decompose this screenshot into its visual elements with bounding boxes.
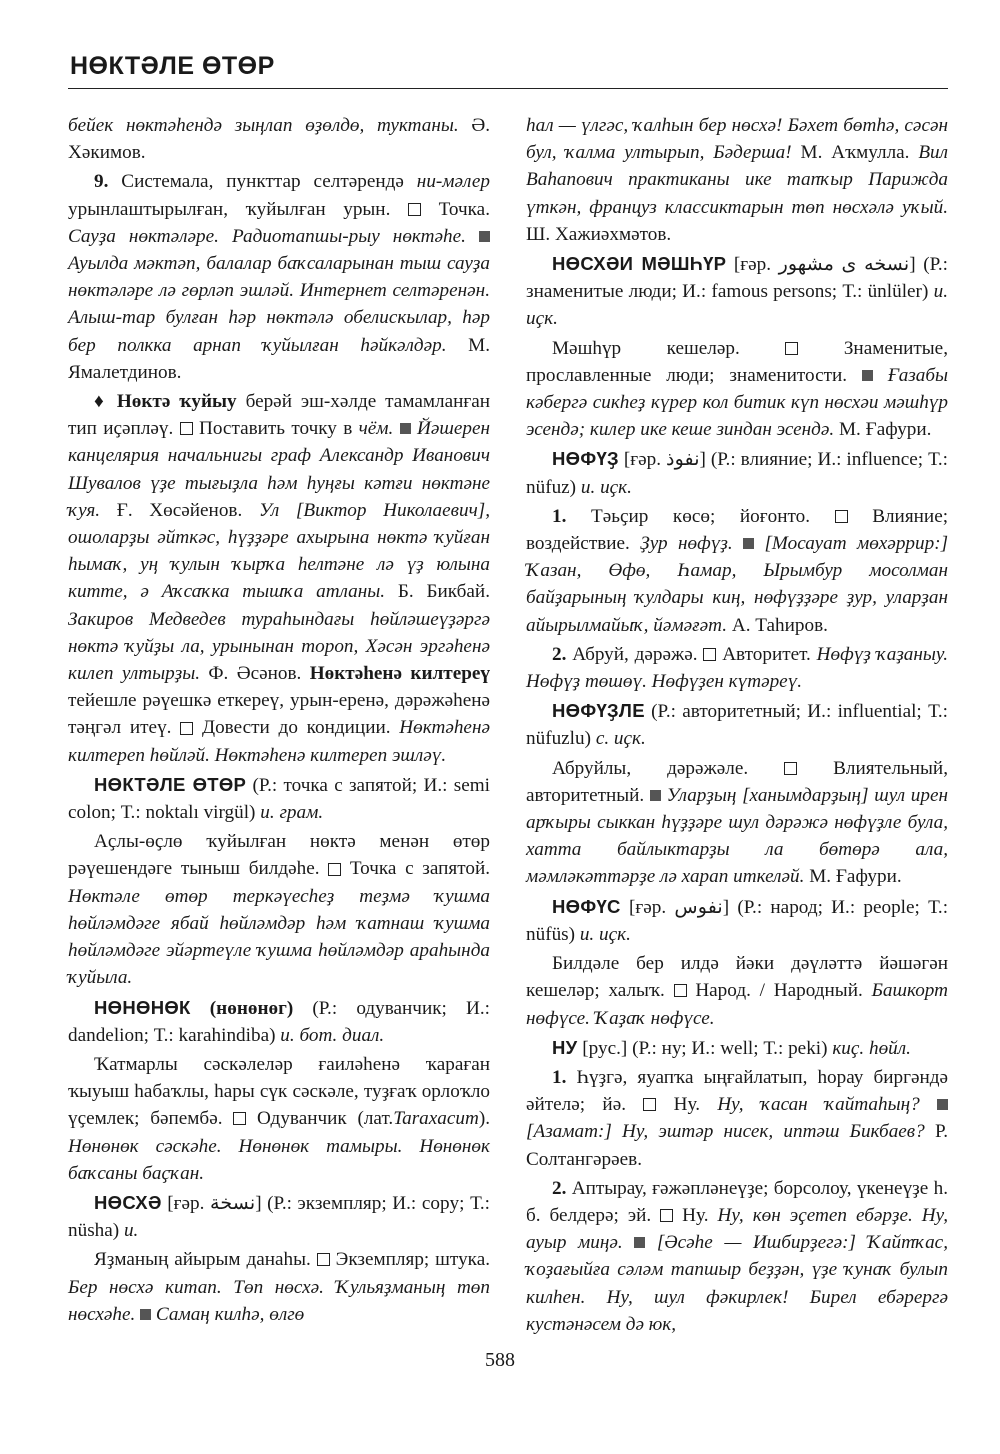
headword: НӨСХӘ: [94, 1191, 162, 1213]
example-text: [Азамат:] Ну, эштәр нисек, иптәш Бикбаев?: [526, 1121, 925, 1143]
square-icon: [703, 648, 716, 661]
square-icon: [180, 722, 193, 735]
definition: Яҙманың айырым данаһы.: [94, 1249, 311, 1271]
citation: Ф. Әсәнов.: [208, 663, 302, 685]
header-rule: [68, 88, 948, 89]
etymology: [ғәр.: [167, 1192, 205, 1214]
grammar-label: и. бот. диал.: [280, 1024, 385, 1046]
page-number: 588: [485, 1349, 515, 1371]
citation: М. Ғафури.: [809, 866, 902, 888]
definition: Мәшһүр кешеләр.: [552, 337, 740, 359]
russian-equivalent: Авторитет.: [722, 643, 811, 665]
entry-nofuz: [526, 445, 948, 500]
phrase-block: [68, 388, 490, 769]
citation: Ғ. Хөсәйенов.: [116, 499, 243, 521]
headword: НУ: [552, 1036, 578, 1058]
example-text: [Әсәһе — Ишбирҙегә:] Ҡайтҡас, ҡоҙағыйға сәләм тапшыр беҙҙән, үҙе ҡунаҡ булып килһен. Ну, шул фәкирлек! Бирел ебәрергә кустәнәсем дә юк,: [526, 1232, 948, 1335]
definition: Тәьҫир көсө; йоғонто.: [590, 505, 810, 527]
sense-2: [526, 641, 948, 695]
grammar-label: и. иҫк.: [579, 923, 631, 945]
running-head: НӨКТӘЛЕ ӨТӨР: [70, 52, 275, 80]
definition: Билдәле бер илдә йәки дәүләттә йәшәгән кешеләр; халыҡ.: [526, 953, 948, 1002]
square-icon: [835, 510, 848, 523]
entry-nofus: [526, 893, 948, 948]
translations: (Р.: одуванчик; И.: dandelion; Т.: karahindiba): [68, 997, 490, 1046]
citation: Б. Бикбай.: [397, 581, 490, 603]
definition: Абруй, дәрәжә.: [572, 643, 698, 665]
square-icon: [233, 1112, 246, 1125]
translations: ] (Р.: знаменитые люди; И.: famous persons; Т.: ünlüler): [526, 254, 948, 303]
russian-equivalent: Поставить точку в: [199, 418, 353, 440]
example-text: Ауылда мәктәп, балалар баҡсаларынан тыш сауҙа нөктәләре лә гөрләп эшләй. Интернет селтәренән. Алыш-тар булған һәр нөктәлә обелискылар, һәр бер полкка арнап ҡуйылған һәйкәлдәр.: [68, 253, 490, 356]
example-text: Ҙур нөфүҙ.: [640, 533, 733, 555]
entry-noskhai-mashhur: [526, 250, 948, 333]
sense-1: [526, 1064, 948, 1173]
arabic-script: نسخه ی مشهور: [778, 254, 910, 276]
paragraph: [68, 1246, 490, 1328]
headword: НӨФҮҘ: [552, 448, 619, 470]
example-text: Нөфүҙ ҡаҙаныу. Нөфүҙ төшөү. Нөфүҙен күтәреү.: [526, 643, 949, 693]
square-icon: [643, 1098, 656, 1111]
square-icon: [180, 422, 193, 435]
example-text: Ну, ҡасан ҡайтаһың?: [717, 1094, 920, 1116]
headword: НӨНӨНӨК: [94, 996, 191, 1018]
citation: Р. Солтангәрәев.: [526, 1121, 949, 1170]
example-text: Уларҙың [ханымдарҙың] шул ирен арҡыры сыккан һүҙҙәре шул дәрәжә нөфүҙле була, хатта байлыктарҙы ла бөтөрә ала, мәмләкәттәрҙе лә харап иткеләй.: [526, 784, 949, 888]
definition: тейешле рәүешкә еткереү, урын-еренә, дәрәжәһенә тәңгәл итеү.: [68, 690, 490, 739]
square-icon: [408, 203, 421, 216]
headword: НӨФҮҘЛЕ: [552, 700, 645, 722]
right-column: [526, 112, 948, 1340]
square-icon: [785, 342, 798, 355]
definition: урынлаштырылған, ҡуйылған урын.: [68, 198, 391, 220]
russian-equivalent: Одуванчик (лат.: [256, 1108, 394, 1130]
square-icon: [328, 863, 341, 876]
phrase: Нөктәһенә килтереү: [309, 663, 490, 685]
grammar-label: и. грам.: [260, 802, 324, 824]
definition: Системала, пункттар селтәрендә: [121, 171, 404, 193]
example-text: Самаң килһә, өлгө: [155, 1303, 305, 1325]
definition: Аптырау, ғәжәпләнеүҙе; борсолоу, үкенеүҙе һ. б. белдерә; эй.: [526, 1177, 948, 1226]
sense-9: [68, 168, 490, 386]
arabic-script: نسخة: [210, 1192, 256, 1214]
entry-nofuzle: [526, 697, 948, 752]
paragraph: [526, 335, 948, 444]
square-icon: [660, 1209, 673, 1222]
entry-nononok: [68, 994, 490, 1049]
example-text: Нөнөнөк сәскәһе. Нөнөнөк тамыры. Нөнөнөк баҡсаны баҫҡан.: [68, 1135, 490, 1184]
example-text: Ну, көн эҫетеп ебәрҙе. Ну, ауыр миңә.: [526, 1204, 949, 1254]
etymology: [ғәр.: [733, 254, 772, 276]
translations: ] (Р.: экземпляр; И.: copy; Т.: nüsha): [68, 1192, 490, 1242]
sense-number: 1.: [552, 505, 567, 527]
illustration-icon: [479, 231, 490, 242]
italic-word: чём.: [358, 418, 394, 440]
example-text: Башкорт нөфүсе. Ҡаҙаҡ нөфүсе.: [526, 980, 948, 1029]
illustration-icon: [743, 538, 754, 549]
example-text: Нөктәһенә килтереп һөйләй. Нөктәһенә килтереп эшләү.: [68, 717, 490, 766]
entry-noskha: [68, 1189, 490, 1244]
russian-equivalent: Точка.: [438, 198, 490, 220]
sense-number: 2.: [552, 1177, 567, 1199]
citation: А. Таһиров.: [731, 614, 828, 636]
translations: [рус.] (Р.: ну; И.: well; Т.: peki): [582, 1037, 828, 1059]
illustration-icon: [937, 1099, 948, 1110]
sense-number: 1.: [552, 1066, 567, 1088]
square-icon: [784, 762, 797, 775]
example-text: Ул [Виктор Николаевич], ошоларҙы әйткәс, һүҙҙәре ахырына нөктә ҡуйған һымаҡ, уң ҡулын ҡырҡа һелтәне лә үҙ юлына китте, ә Аҡсаҡка тышҡа атланы.: [68, 499, 491, 603]
grammar-label: с. иҫк.: [595, 728, 646, 750]
illustration-icon: [400, 423, 411, 434]
citation: Ш. Хажиәхмәтов.: [526, 223, 672, 245]
headword: НӨКТӘЛЕ ӨТӨР: [94, 773, 247, 795]
grammar-label: и. иҫк.: [526, 281, 948, 330]
example-text: Йәшерен канцелярия начальнигы граф Александр Иванович Шувалов үҙе тығыҙла һәм һуңғы кәтғи нөктәне ҡуя.: [68, 418, 491, 521]
example-text: Вил Ваһапович практиканы ике тапҡыр Парижда үткән, француз классиктарын төп нөсхәлә уҡый.: [526, 142, 949, 218]
phrase: Нөктә ҡуйыу: [116, 391, 237, 413]
example-text: Сауҙа нөктәләре. Радиотапшы-рыу нөктәһе.: [68, 225, 466, 247]
arabic-script: نفوس: [674, 896, 723, 918]
sense-number: 9.: [94, 171, 109, 193]
arabic-script: نفوذ: [666, 449, 700, 471]
russian-equivalent: Знаменитые, прославленные люди; знаменитости.: [526, 337, 948, 386]
grammar-label: и.: [123, 1220, 139, 1242]
russian-equivalent: Народ. / Народный.: [695, 980, 863, 1002]
definition: Һүҙгә, яуапҡа ыңғайлатып, һорау биргәндә әйтелә; йә.: [526, 1066, 949, 1116]
citation: Ә. Хәкимов.: [68, 115, 490, 164]
russian-equivalent: Влиятельный, авторитетный.: [526, 757, 948, 806]
paragraph: [526, 755, 948, 891]
example-text: Закиров Медведев тураһындағы һөйләшеүҙәргә нөктә ҡуйҙы ла, урынынан тороп, Хәсән эргәһенә килеп ултырҙы.: [68, 608, 490, 685]
definition: Аҫлы-өҫлө ҡуйылған нөктә менән өтөр рәүешендәге тыныш билдәһе.: [68, 831, 490, 880]
translations: ] (Р.: влияние; И.: influence; Т.: nüfuz): [526, 449, 949, 498]
paragraph: [526, 112, 948, 248]
citation: М. Ғафури.: [839, 419, 932, 441]
russian-equivalent: Точка с запятой.: [349, 858, 491, 880]
translations: (Р.: точка с запятой; И.: semi colon; Т.: noktalı virgül): [68, 774, 490, 824]
sense-2: [526, 1175, 948, 1338]
example-text: [Мосауат мөхәррир:] Ҡазан, Өфө, Һамар, Ырымбур мосолман байҙарының ҡулдары киң, нөфүҙҙәре ҙур, уларҙан айырылмайыҡ, йәмәғәт.: [526, 533, 949, 636]
illustration-icon: [862, 370, 873, 381]
paragraph: [68, 112, 490, 166]
example-text: Нөктәле өтөр теркәүесһеҙ теҙмә ҡушма һөйләмдәге ябай һөйләмдәр һәм ҡатнаш ҡушма һөйләмдәге эйәртеүле ҡушма һөйләмдәр араһында ҡуйыла.: [68, 885, 490, 989]
diamond-icon: ♦: [94, 391, 108, 413]
sense-number: 2.: [552, 643, 567, 665]
etymology: [ғәр.: [628, 896, 667, 918]
russian-equivalent: Довести до кондиции.: [202, 717, 391, 739]
example-text: Бер нөсхә китап. Төп нөсхә. Ҡульяҙманың төп нөсхәһе.: [68, 1276, 490, 1325]
russian-equivalent: Ну.: [673, 1094, 700, 1116]
illustration-icon: [634, 1237, 645, 1248]
citation: М. Ямалетдинов.: [68, 334, 490, 383]
example-text: бейек нөктәһендә зыңлап өҙөлдө, туктаны.: [68, 115, 459, 136]
italic-word: ни-мәлер: [416, 171, 491, 193]
example-text: Ғазабы кәбергә сикһеҙ күрер кол битик күп нөсхәи мәшһүр эсендә; килер ике кеше зиндан эсендә.: [526, 364, 949, 441]
headword: НӨФҮС: [552, 895, 621, 917]
illustration-icon: [650, 790, 661, 801]
translations: ] (Р.: народ; И.: people; Т.: nüfüs): [526, 896, 949, 945]
grammar-label: киҫ. һөйл.: [832, 1037, 911, 1059]
illustration-icon: [140, 1309, 151, 1320]
latin-name: Taraxacum: [393, 1108, 479, 1130]
translations: (Р.: авторитетный; И.: influential; Т.: nüfuzlu): [526, 701, 949, 750]
russian-equivalent: Экземпляр; штука.: [335, 1249, 491, 1271]
citation: М. Аҡмулла.: [800, 142, 910, 164]
grammar-label: и. иҫк.: [580, 476, 632, 498]
headword-variant: (нөнөнөг): [209, 997, 294, 1019]
russian-equivalent: Влияние; воздействие.: [526, 505, 949, 555]
left-column: [68, 112, 490, 1330]
definition: Абруйлы, дәрәжәле.: [552, 757, 749, 779]
entry-noktale-otor: [68, 771, 490, 826]
punctuation: ).: [478, 1108, 491, 1130]
definition: берәй эш-хәлде тамамланған тип иҫәпләү.: [68, 391, 491, 440]
paragraph: [526, 950, 948, 1032]
sense-1: [526, 503, 948, 639]
paragraph: [68, 1051, 490, 1187]
square-icon: [317, 1253, 330, 1266]
entry-nu: [526, 1034, 948, 1062]
square-icon: [674, 984, 687, 997]
definition: Ҡатмарлы сәскәлеләр ғаиләһенә ҡараған ҡыуыш һабаҡлы, һары сүк сәскәле, туҙғаҡ орлоҡло үҫемлек; бәпембә.: [68, 1053, 490, 1130]
paragraph: [68, 828, 490, 991]
russian-equivalent: Ну.: [682, 1204, 709, 1226]
etymology: [ғәр.: [623, 449, 662, 471]
headword: НӨСХӘИ МӘШҺҮР: [552, 253, 727, 275]
example-text: һал — үлгәс, ҡалһын бер нөсхә! Бәхет бөтһә, сәсән бул, ҡалма ултырып, Бәдерша!: [526, 115, 948, 164]
